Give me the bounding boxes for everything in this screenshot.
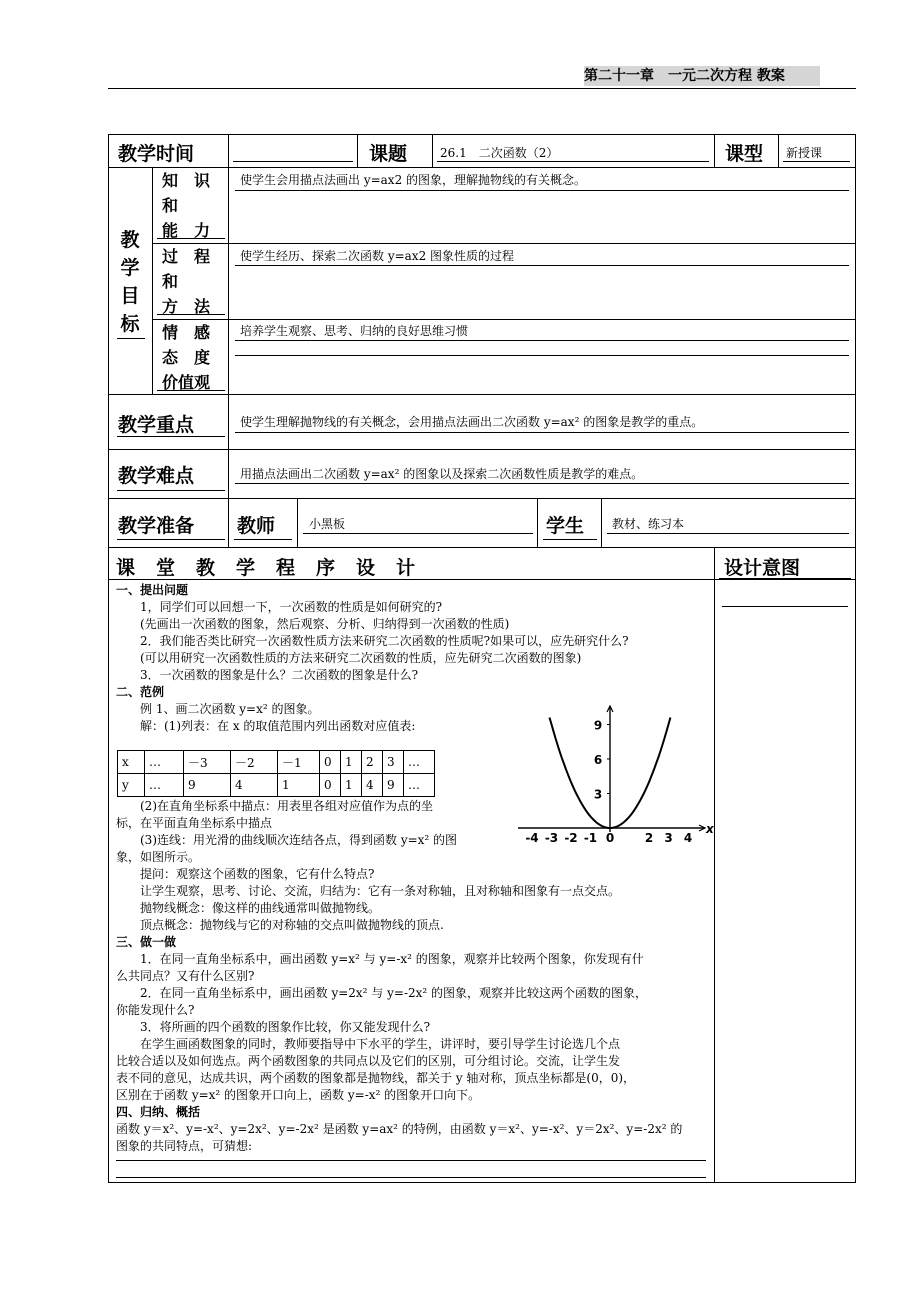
table-row-x: x … －3 －2 －1 0 1 2 3 … [118,751,435,774]
x-tick-label: -1 [583,831,598,845]
goal-emotion-text: 培养学生观察、思考、归纳的良好思维习惯 [240,324,469,338]
time-value-line [233,161,353,162]
x-tick-label: -2 [564,831,578,845]
goal-knowledge-text: 使学生会用描点法画出 y=ax2 的图象，理解抛物线的有关概念。 [240,173,587,187]
table-row-y: y … 9 4 1 0 1 4 9 … [118,774,435,797]
teacher-label: 教师 [237,515,276,537]
x-axis-label: x [706,822,714,836]
intent-label: 设计意图 [724,557,801,579]
x-tick-label: 2 [644,831,654,845]
intent-area [714,579,856,1183]
y-tick-label: 3 [593,787,603,802]
x-tick-label: -4 [525,831,539,845]
header-rule [108,88,856,89]
y-tick-label: 6 [593,753,603,767]
goals-side-label: 教 学 目 标 [120,229,140,335]
y-tick-label: 9 [593,718,603,733]
section-title: 一、提出问题 [116,583,189,597]
goal-emotion-label: 情 感 态 度 价值观 [162,323,211,392]
page-header-title: 第二十一章 一元二次方程 教案 [584,66,820,86]
prep-label: 教学准备 [118,515,195,537]
parabola-graph [510,700,715,850]
x-tick-label: 0 [605,831,615,845]
x-tick-label: 3 [664,831,673,845]
content-block-2: (2)在直角坐标系中描点：用表里各组对应值作为点的坐 标，在平面直角坐标系中描点 (3)连线：用光滑的曲线顺次连结各点，得到函数 y=x² 的图 象，如图所示。 提问：观察这个函数的图象，它有什么特点? 让学生观察，思考、讨论、交流，归结为：它有一条对称轴，且对称轴和图象有一点交点。 抛物线概念：像这样的曲线通常叫做抛物线。 顶点概念：抛物线与它的对称轴的交点叫做抛物线的顶点. 三、做一做 1．在同一直角坐标系中，画出函数 y=x² 与 y=-x² 的图象，观察并比较两个图象，你发现有什 么共同点？又有什么区别? 2．在同一直角坐标系中，画出函数 y=2x² 与 y=-2x² 的图象，观察并比较这两个函数的图象， 你能发现什么? 3．将所画的四个函数的图象作比较，你又能发现什么? 在学生画函数图象的同时，教师要指导中下水平的学生，讲评时，要引导学生讨论选几个点 比较合适以及如何选点。两个函数图象的共同点以及它们的区别，可分组讨论。交流，让学生发 表不同的意见，达成共识，两个函数的图象都是抛物线，都关于 y 轴对称，顶点坐标都是(0，0)， 区别在于函数 y=x² 的图象开口向上，函数 y=-x² 的图象开口向下。 四、归纳、概括 函数 y＝x²、y=-x²、y=2x²、y=-2x² 是函数 y=ax² 的特例，由函数 y＝x²、y=-x²、y＝2x²、y=-2x² 的 图象的共同特点，可猜想: [116,799,683,1153]
goal-knowledge-label: 知 识 和 能 力 [162,171,211,240]
section-title: 三、做一做 [116,935,177,949]
x-tick-label: 4 [683,831,693,845]
type-value: 新授课 [786,146,823,160]
x-tick-label: -3 [544,831,559,845]
goal-process-label: 过 程 和 方 法 [162,247,211,316]
difficulty-text: 用描点法画出二次函数 y=ax² 的图象以及探索二次函数性质是教学的难点。 [240,467,644,481]
time-label: 教学时间 [118,143,195,165]
type-label: 课型 [725,143,764,165]
goal-process-text: 使学生经历、探索二次函数 y=ax2 图象性质的过程 [240,249,515,263]
student-label: 学生 [546,515,585,537]
section-title: 四、归纳、概括 [116,1105,201,1119]
teacher-value: 小黑板 [309,517,346,531]
key-point-label: 教学重点 [118,414,195,436]
section-title: 二、范例 [116,685,165,699]
content-block-1: 一、提出问题 1，同学们可以回想一下，一次函数的性质是如何研究的? (先画出一次函数的图象，然后观察、分析、归纳得到一次函数的性质) 2．我们能否类比研究一次函数性质方法来研究二次函数的性质呢?如果可以，应先研究什么? (可以用研究一次函数性质的方法来研究二次函数的性质，应先研究二次函数的图象) 3．一次函数的图象是什么？二次函数的图象是什么? 二、范例 例 1、画二次函数 y=x² 的图象。 解：(1)列表：在 x 的取值范围内列出函数对应值表: [116,583,629,733]
value-table [117,750,435,797]
difficulty-label: 教学难点 [118,465,195,487]
topic-value: 26.1 二次函数（2） [440,146,559,160]
student-value: 教材、练习本 [612,517,685,531]
design-title: 课 堂 教 学 程 序 设 计 [116,557,417,579]
topic-label: 课题 [369,143,408,165]
key-point-text: 使学生理解抛物线的有关概念，会用描点法画出二次函数 y=ax² 的图象是教学的重点。 [240,415,704,429]
